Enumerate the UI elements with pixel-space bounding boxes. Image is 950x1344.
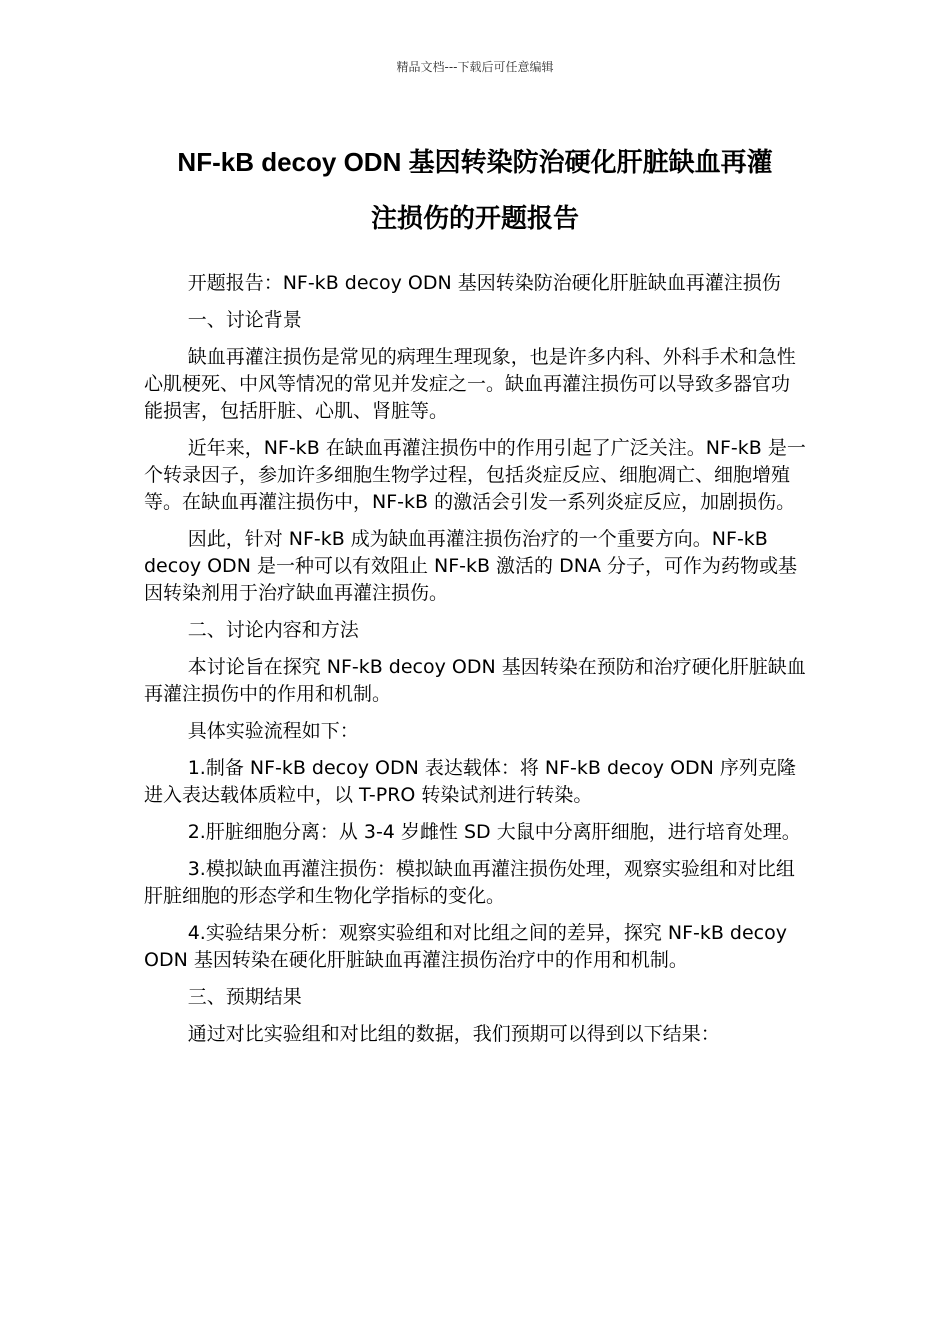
intro-paragraph: 开题报告：NF-kB decoy ODN 基因转染防治硬化肝脏缺血再灌注损伤 [187,272,781,294]
body-paragraph: 因此，针对 NF-kB 成为缺血再灌注损伤治疗的一个重要方向。NF-kB decoy ODN 是一种可以有效阻止 NF-kB 激活的 DNA 分子，可作为药物或基因转染剂用于治疗缺血再灌注损伤。 [144,528,797,604]
body-paragraph: 本讨论旨在探究 NF-kB decoy ODN 基因转染在预防和治疗硬化肝脏缺血再灌注损伤中的作用和机制。 [144,656,806,705]
body-paragraph: 具体实验流程如下： [187,720,359,742]
procedure-step: 4.实验结果分析：观察实验组和对比组之间的差异，探究 NF-kB decoy ODN 基因转染在硬化肝脏缺血再灌注损伤治疗中的作用和机制。 [144,922,787,971]
title-line-1: NF-kB decoy ODN 基因转染防治硬化肝脏缺血再灌 [177,147,773,177]
section-heading-methods: 二、讨论内容和方法 [187,619,359,641]
section-heading-background: 一、讨论背景 [187,309,302,331]
document-title [120,134,830,246]
document-body [144,270,808,1058]
body-paragraph: 缺血再灌注损伤是常见的病理生理现象，也是许多内科、外科手术和急性心肌梗死、中风等情况的常见并发症之一。缺血再灌注损伤可以导致多器官功能损害，包括肝脏、心肌、肾脏等。 [144,346,796,422]
section-heading-results: 三、预期结果 [187,986,302,1008]
body-paragraph: 通过对比实验组和对比组的数据，我们预期可以得到以下结果： [187,1023,720,1045]
procedure-step: 1.制备 NF-kB decoy ODN 表达载体：将 NF-kB decoy ODN 序列克隆进入表达载体质粒中，以 T-PRO 转染试剂进行转染。 [144,757,796,806]
procedure-step: 3.模拟缺血再灌注损伤：模拟缺血再灌注损伤处理，观察实验组和对比组肝脏细胞的形态学和生物化学指标的变化。 [144,858,795,907]
page-header: 精品文档---下载后可任意编辑 [396,60,554,74]
title-line-2: 注损伤的开题报告 [370,203,579,233]
body-paragraph: 近年来，NF-kB 在缺血再灌注损伤中的作用引起了广泛关注。NF-kB 是一个转录因子，参加许多细胞生物学过程，包括炎症反应、细胞凋亡、细胞增殖等。在缺血再灌注损伤中，NF-kB 的激活会引发一系列炎症反应，加剧损伤。 [144,437,806,513]
procedure-step: 2.肝脏细胞分离：从 3-4 岁雌性 SD 大鼠中分离肝细胞，进行培育处理。 [187,821,801,843]
